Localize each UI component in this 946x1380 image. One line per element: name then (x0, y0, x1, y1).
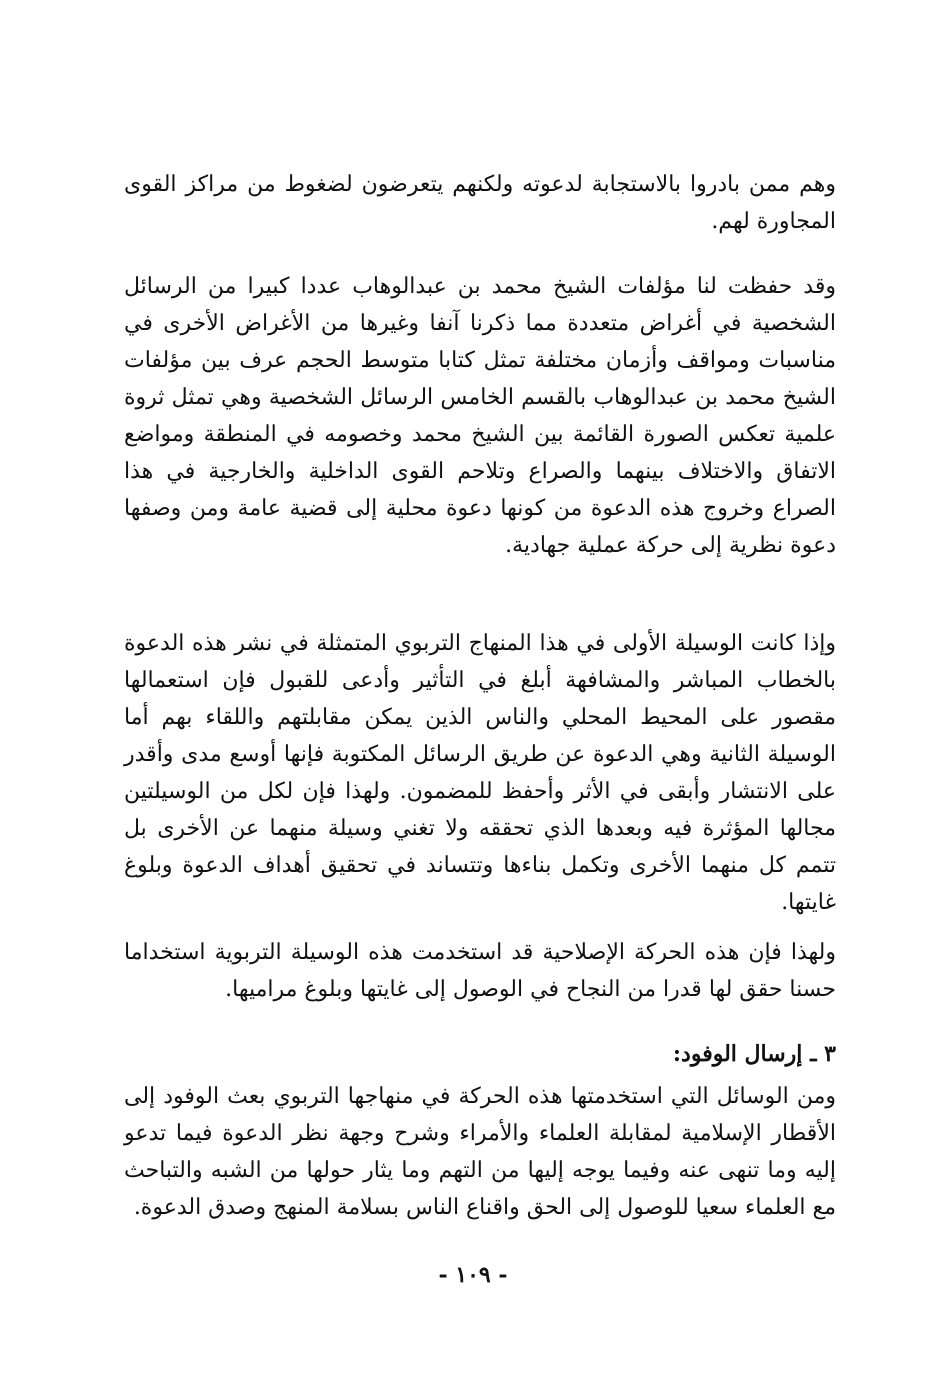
paragraph-4: ولهذا فإن هذه الحركة الإصلاحية قد استخدمت هذه الوسيلة التربوية استخداما حسنا حقق لها قدرا من النجاح في الوصول إلى غايتها وبلوغ مراميها. (124, 940, 836, 1002)
paragraph-5: ومن الوسائل التي استخدمتها هذه الحركة في منهاجها التربوي بعث الوفود إلى الأقطار الإسلامية لمقابلة العلماء والأمراء وشرح وجهة نظر الدعوة فيما تدعو إليه وما تنهى عنه وفيما يوجه إليها من التهم وما يثار حولها من الشبه والتباحث مع العلماء سعيا للوصول إلى الحق واقناع الناس بسلامة المنهج وصدق الدعوة. (124, 1084, 836, 1220)
page-number: - ١٠٩ - (438, 1262, 508, 1288)
page-body (124, 148, 836, 1338)
paragraph-1: وهم ممن بادروا بالاستجابة لدعوته ولكنهم يتعرضون لضغوط من مراكز القوى المجاورة لهم. (124, 172, 836, 234)
paragraph-2: وقد حفظت لنا مؤلفات الشيخ محمد بن عبدالوهاب عددا كبيرا من الرسائل الشخصية في أغراض متعددة مما ذكرنا آنفا وغيرها من الأغراض الأخرى في مناسبات ومواقف وأزمان مختلفة تمثل كتابا متوسط الحجم عرف بين مؤلفات الشيخ محمد بن عبدالوهاب بالقسم الخامس الرسائل الشخصية وهي تمثل ثروة علمية تعكس الصورة القائمة بين الشيخ محمد وخصومه في المنطقة ومواضع الاتفاق والاختلاف بينهما والصراع وتلاحم القوى الداخلية والخارجية في هذا الصراع وخروج هذه الدعوة من كونها دعوة محلية إلى قضية عامة ومن وصفها دعوة نظرية إلى حركة عملية جهادية. (124, 274, 836, 558)
paragraph-3: وإذا كانت الوسيلة الأولى في هذا المنهاج التربوي المتمثلة في نشر هذه الدعوة بالخطاب المباشر والمشافهة أبلغ في التأثير وأدعى للقبول فإن استعمالها مقصور على المحيط المحلي والناس الذين يمكن مقابلتهم واللقاء بهم أما الوسيلة الثانية وهي الدعوة عن طريق الرسائل المكتوبة فإنها أوسع مدى وأقدر على الانتشار وأبقى في الأثر وأحفظ للمضمون. ولهذا فإن لكل من الوسيلتين مجالها المؤثرة فيه وبعدها الذي تحققه ولا تغني وسيلة منهما عن الأخرى بل تتمم كل منهما الأخرى وتكمل بناءها وتتساند في تحقيق أهداف الدعوة وبلوغ غايتها. (124, 631, 837, 915)
section-heading: ٣ ـ إرسال الوفود: (672, 1041, 836, 1067)
